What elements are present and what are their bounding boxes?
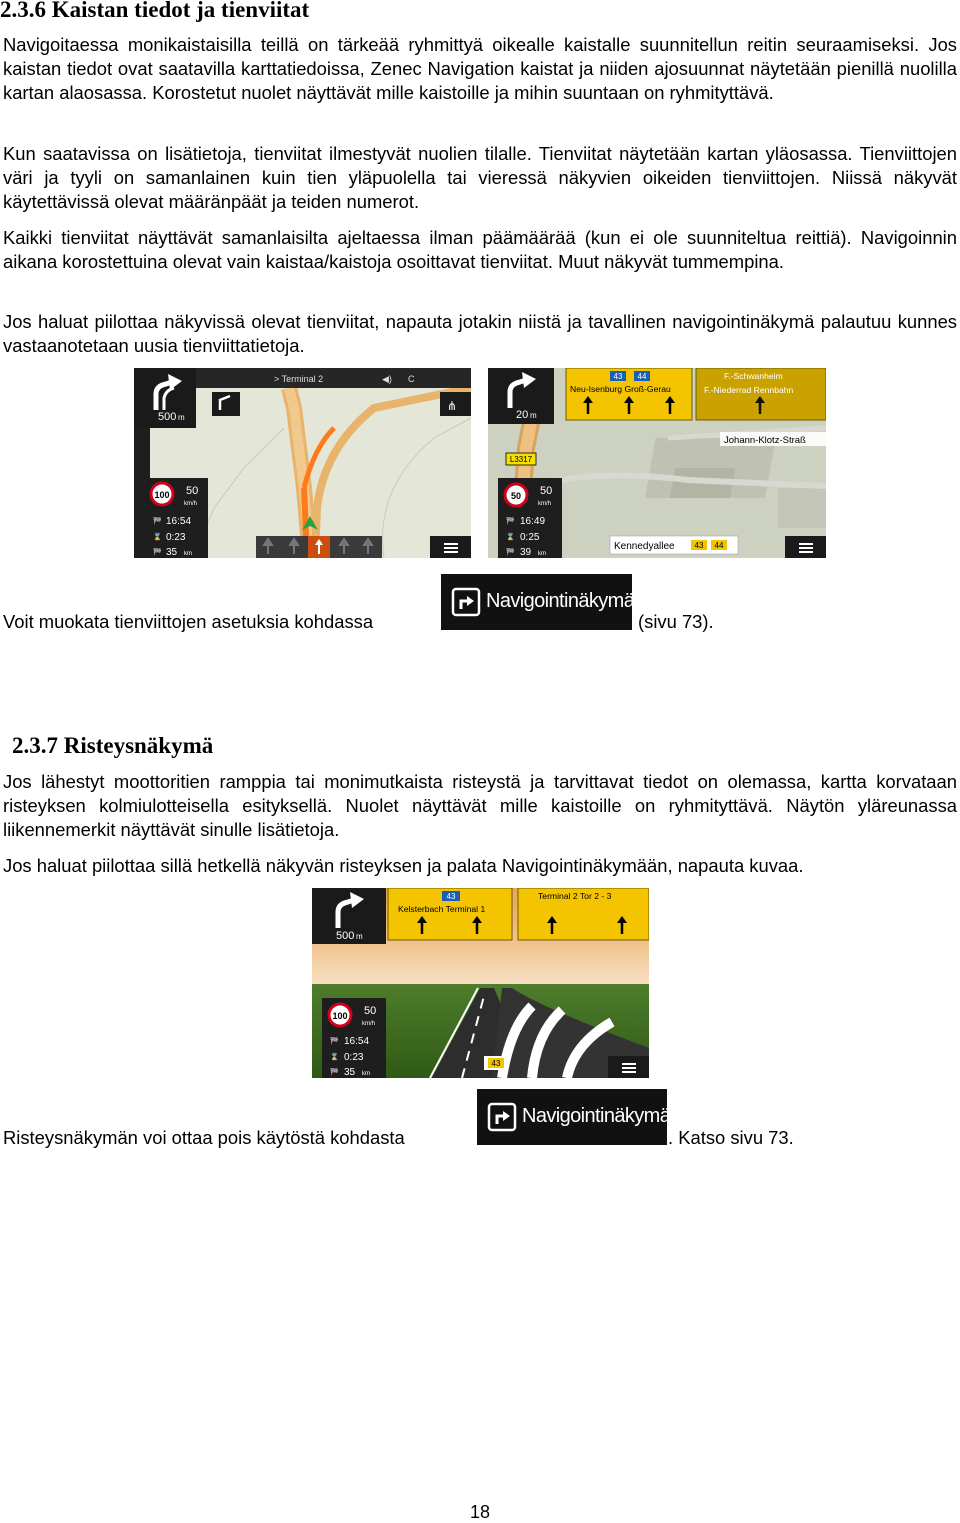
svg-text:50: 50 (364, 1005, 377, 1017)
svg-text:35: 35 (344, 1067, 356, 1078)
svg-text:m: m (178, 413, 185, 422)
svg-text:Neu-Isenburg Groß-Gerau: Neu-Isenburg Groß-Gerau (570, 384, 671, 394)
svg-text:0:23: 0:23 (344, 1052, 364, 1063)
svg-text:km/h: km/h (538, 501, 552, 507)
navigation-view-label: Navigointinäkymä (522, 1105, 671, 1127)
svg-text:43: 43 (613, 372, 623, 381)
svg-text:43: 43 (491, 1059, 501, 1068)
svg-text:km: km (184, 551, 192, 557)
svg-text:0:25: 0:25 (520, 532, 540, 543)
svg-text:L3317: L3317 (509, 455, 533, 464)
navigation-view-button[interactable] (441, 574, 635, 630)
svg-text:43: 43 (446, 892, 456, 901)
svg-text:50: 50 (510, 491, 522, 501)
paragraph-hide-junction: Jos haluat piilottaa sillä hetkellä näkyvän risteyksen ja palata Navigointinäkymään, napauta kuvaa. (3, 855, 804, 876)
svg-text:44: 44 (637, 372, 647, 381)
svg-text:m: m (356, 932, 363, 941)
svg-text:Terminal 2 Tor 2 - 3: Terminal 2 Tor 2 - 3 (538, 891, 612, 901)
navigation-view-icon (451, 587, 481, 617)
svg-text:500: 500 (336, 930, 355, 942)
svg-text:16:49: 16:49 (520, 516, 546, 527)
junction-settings-page-reference: . Katso sivu 73. (668, 1127, 794, 1148)
svg-text:🏁: 🏁 (506, 518, 515, 525)
navigation-view-icon (487, 1102, 517, 1132)
paragraph-signposts: Kun saatavissa on lisätietoja, tienviitat ilmestyvät nuolien tilalle. Tienviitat näytetään kartan yläosassa. Tienviittojen väri ja tyyli on samanlainen kuin tien yläpuolella tai vieressä näkyvien oikeiden tienviittojen. Niissä näkyvät käytettävissä olevat määränpäät ja teiden numerot. (3, 143, 957, 212)
paragraph-junction-view: Jos lähestyt moottoritien ramppia tai monimutkaista risteystä ja tarvittavat tiedot on olemassa, kartta korvataan risteyksen kolmiulotteisella esityksellä. Nuolet näyttävät mille kaistoille on ryhmityttävä. Näytön yläreunassa liikennemerkit näyttävät sinulle lisätietoja. (3, 771, 957, 840)
junction-settings-reference-text: Risteysnäkymän voi ottaa pois käytöstä kohdasta (3, 1127, 405, 1148)
svg-text:44: 44 (714, 541, 724, 550)
svg-text:🏁: 🏁 (153, 549, 162, 556)
svg-text:◀): ◀) (382, 374, 392, 384)
svg-text:0:23: 0:23 (166, 532, 186, 543)
svg-text:km/h: km/h (184, 501, 198, 507)
svg-text:50: 50 (186, 485, 199, 497)
svg-text:Johann-Klotz-Straß: Johann-Klotz-Straß (724, 435, 806, 446)
section-heading-lane-info: 2.3.6 Kaistan tiedot ja tienviitat (0, 0, 310, 22)
svg-text:20: 20 (516, 409, 529, 421)
section-heading-junction-view: 2.3.7 Risteysnäkymä (12, 733, 214, 758)
svg-text:km: km (538, 551, 546, 557)
paragraph-lanes: Navigoitaessa monikaistaisilla teillä on tärkeää ryhmittyä oikealle kaistalle suunnitellun reitin seuraamiseksi. Jos kaistan tiedot ovat saatavilla karttatiedoissa, Zenec Navigation kaistat ja niiden ajosuunnat näytetään pienillä nuolilla kartan alaosassa. Korostetut nuolet näyttävät mille kaistoille ja mihin suuntaan on ryhmityttävä. (3, 34, 957, 103)
svg-text:🏁: 🏁 (506, 549, 515, 556)
svg-text:🏁: 🏁 (330, 1038, 339, 1045)
svg-text:16:54: 16:54 (344, 1036, 370, 1047)
settings-reference-text: Voit muokata tienviittojen asetuksia kohdassa (3, 611, 374, 632)
svg-text:C: C (408, 374, 415, 384)
distance-value: 500 (158, 411, 177, 423)
page-number: 18 (469, 1502, 491, 1522)
navigation-view-label: Navigointinäkymä (486, 590, 635, 612)
svg-text:39: 39 (520, 547, 532, 558)
svg-text:⌛: ⌛ (506, 534, 515, 541)
settings-page-reference: (sivu 73). (638, 611, 714, 632)
svg-text:⌛: ⌛ (153, 534, 162, 541)
svg-text:km: km (362, 1071, 370, 1077)
svg-text:35: 35 (166, 547, 178, 558)
svg-text:16:54: 16:54 (166, 516, 192, 527)
svg-text:43: 43 (694, 541, 704, 550)
screenshot-signposts (488, 368, 826, 558)
paragraph-hide-signposts: Jos haluat piilottaa näkyvissä olevat tienviitat, napauta jotakin niistä ja tavallinen navigointinäkymä palautuu kunnes vastaanotetaan uusia tienviittatietoja. (3, 311, 957, 356)
svg-text:Kelsterbach Terminal 1: Kelsterbach Terminal 1 (398, 904, 486, 914)
svg-text:Kennedyallee: Kennedyallee (614, 541, 675, 552)
svg-text:F.-Schwanheim: F.-Schwanheim (724, 371, 783, 381)
svg-text:50: 50 (540, 485, 553, 497)
paragraph-signpost-highlight: Kaikki tienviitat näyttävät samanlaisilta ajeltaessa ilman päämäärää (kun ei ole suunniteltua reittiä). Navigoinnin aikana korostettuina olevat vain kaistaa/kaistoja osoittavat tienviitat. Muut näkyvät tummempina. (3, 227, 957, 272)
svg-text:100: 100 (332, 1011, 348, 1021)
svg-text:⌛: ⌛ (330, 1054, 339, 1061)
screenshot-junction-view (312, 888, 649, 1078)
svg-text:⋔: ⋔ (447, 399, 458, 413)
svg-text:🏁: 🏁 (153, 518, 162, 525)
screenshot-lane-arrows (134, 368, 471, 558)
svg-text:km/h: km/h (362, 1021, 376, 1027)
next-street-text: > Terminal 2 (274, 374, 324, 384)
svg-text:🏁: 🏁 (330, 1069, 339, 1076)
svg-text:100: 100 (154, 490, 170, 500)
navigation-view-button-2[interactable] (477, 1089, 671, 1145)
svg-text:m: m (530, 411, 537, 420)
svg-text:F.-Niederrad Rennbahn: F.-Niederrad Rennbahn (704, 385, 794, 395)
